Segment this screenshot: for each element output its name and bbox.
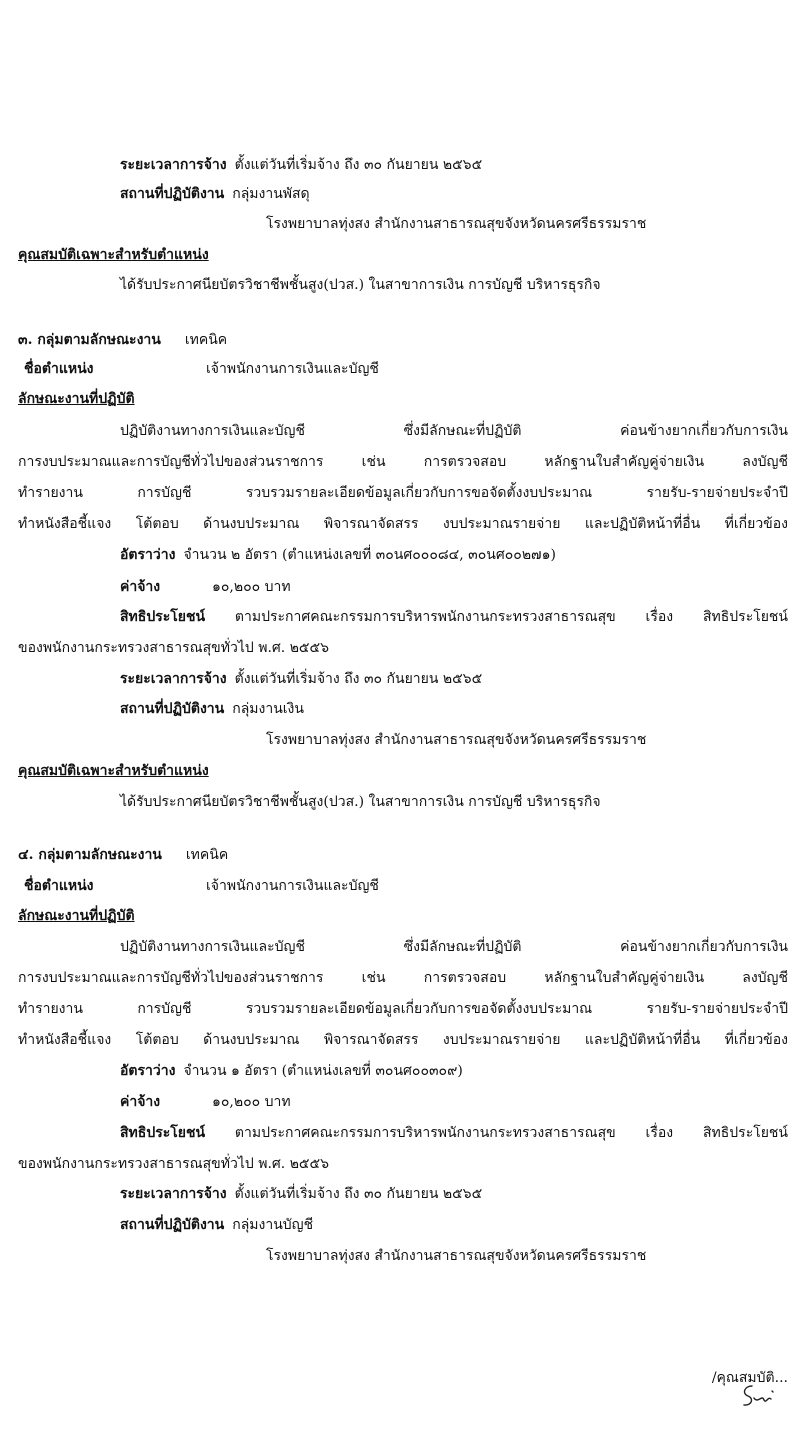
part4-duty-line: ปฏิบัติงานทางการเงินและบัญชี ซึ่งมีลักษณะที่ปฏิบัติ ค่อนข้างยากเกี่ยวกับการเงิน [120,939,788,955]
part2-qual-text: ได้รับประกาศนียบัตรวิชาชีพชั้นสูง(ปวส.) ในสาขาการเงิน การบัญชี บริหารธุรกิจ [120,277,601,293]
part3-qual-heading: คุณสมบัติเฉพาะสำหรับตำแหน่ง [18,763,209,779]
part3-position-value: เจ้าพนักงานการเงินและบัญชี [206,361,379,377]
part3-location-line2: โรงพยาบาลทุ่งสง สำนักงานสาธารณสุขจังหวัดนครศรีธรรมราช [266,732,647,748]
part2-period-value: ตั้งแต่วันที่เริ่มจ้าง ถึง ๓๐ กันยายน ๒๕๖๕ [234,157,483,173]
part3-duty-heading: ลักษณะงานที่ปฏิบัติ [18,391,135,407]
part3-wage-row [120,577,291,597]
part3-location-row [120,699,304,719]
part3-benefit-line2: ของพนักงานกระทรวงสาธารณสุขทั่วไป พ.ศ. ๒๕๕๖ [18,640,329,656]
part4-group-row [18,845,228,865]
part2-location-row [120,184,310,204]
part4-benefit-value: ตามประกาศคณะกรรมการบริหารพนักงานกระทรวงสาธารณสุข เรื่อง สิทธิประโยชน์ [234,1125,789,1141]
part3-position-row [24,359,379,379]
part3-group-value: เทคนิค [184,332,228,348]
initials-signature [738,1380,778,1410]
part3-position-label: ชื่อตำแหน่ง [24,361,94,377]
part2-location-line2: โรงพยาบาลทุ่งสง สำนักงานสาธารณสุขจังหวัดนครศรีธรรมราช [266,216,647,232]
part3-vacancy-label: อัตราว่าง [120,547,176,563]
part4-wage-label: ค่าจ้าง [120,1094,161,1110]
part4-duty-line: ทำหนังสือชี้แจง โต้ตอบ ด้านงบประมาณ พิจารณาจัดสรร งบประมาณรายจ่าย และปฏิบัติหน้าที่อื่น ที่เกี่ยวข้อง [18,1032,788,1048]
part3-duty-line: ทำหนังสือชี้แจง โต้ตอบ ด้านงบประมาณ พิจารณาจัดสรร งบประมาณรายจ่าย และปฏิบัติหน้าที่อื่น ที่เกี่ยวข้อง [18,516,788,532]
continuation-text: /คุณสมบัติ... [711,1370,788,1386]
part4-position-value: เจ้าพนักงานการเงินและบัญชี [206,878,379,894]
part4-wage-value: ๑๐,๒๐๐ บาท [212,1094,291,1110]
part3-location-value: กลุ่มงานเงิน [232,701,304,717]
part4-vacancy-row [120,1061,463,1081]
part3-vacancy-value: จำนวน ๒ อัตรา (ตำแหน่งเลขที่ ๓๐นศ๐๐๐๘๔, ๓๐นศ๐๐๒๗๑) [183,547,556,563]
part4-duty-line: การงบประมาณและการบัญชีทั่วไปของส่วนราชการ เช่น การตรวจสอบ หลักฐานใบสำคัญคู่จ่ายเงิน ลงบัญชี [18,970,788,986]
part4-duty-heading: ลักษณะงานที่ปฏิบัติ [18,908,135,924]
part4-period-label: ระยะเวลาการจ้าง [120,1186,227,1202]
part4-wage-row [120,1092,291,1112]
part3-group-row [18,330,227,350]
part4-benefit-line2: ของพนักงานกระทรวงสาธารณสุขทั่วไป พ.ศ. ๒๕๕๖ [18,1156,329,1172]
part2-qual-heading: คุณสมบัติเฉพาะสำหรับตำแหน่ง [18,247,209,263]
part3-period-row [120,669,482,689]
part4-benefit-label: สิทธิประโยชน์ [120,1125,206,1141]
part4-period-value: ตั้งแต่วันที่เริ่มจ้าง ถึง ๓๐ กันยายน ๒๕๖๕ [234,1186,483,1202]
part2-location-label: สถานที่ปฏิบัติงาน [120,186,225,202]
part3-location-label: สถานที่ปฏิบัติงาน [120,701,225,717]
part4-location-label: สถานที่ปฏิบัติงาน [120,1217,225,1233]
part3-qual-text: ได้รับประกาศนียบัตรวิชาชีพชั้นสูง(ปวส.) ในสาขาการเงิน การบัญชี บริหารธุรกิจ [120,794,601,810]
part4-period-row [120,1184,482,1204]
part3-benefit-label: สิทธิประโยชน์ [120,609,206,625]
part4-position-label: ชื่อตำแหน่ง [24,878,94,894]
part3-wage-label: ค่าจ้าง [120,579,161,595]
part3-group-label: ๓. กลุ่มตามลักษณะงาน [18,332,161,348]
part3-benefit-value: ตามประกาศคณะกรรมการบริหารพนักงานกระทรวงสาธารณสุข เรื่อง สิทธิประโยชน์ [234,609,789,625]
part4-benefit-row [120,1123,788,1143]
part3-duty-line: ปฏิบัติงานทางการเงินและบัญชี ซึ่งมีลักษณะที่ปฏิบัติ ค่อนข้างยากเกี่ยวกับการเงิน [120,423,788,439]
part3-period-value: ตั้งแต่วันที่เริ่มจ้าง ถึง ๓๐ กันยายน ๒๕๖๕ [234,671,483,687]
part3-duty-line: ทำรายงาน การบัญชี รวบรวมรายละเอียดข้อมูลเกี่ยวกับการขอจัดตั้งงบประมาณ รายรับ-รายจ่ายประจำปี [18,485,788,501]
part4-group-value: เทคนิค [185,847,229,863]
part4-position-row [24,876,379,896]
part3-duty-line: การงบประมาณและการบัญชีทั่วไปของส่วนราชการ เช่น การตรวจสอบ หลักฐานใบสำคัญคู่จ่ายเงิน ลงบัญชี [18,454,788,470]
part4-vacancy-value: จำนวน ๑ อัตรา (ตำแหน่งเลขที่ ๓๐นศ๐๐๓๐๙) [183,1063,463,1079]
part2-location-value: กลุ่มงานพัสดุ [232,186,310,202]
part4-group-label: ๔. กลุ่มตามลักษณะงาน [18,847,162,863]
part4-location-line2: โรงพยาบาลทุ่งสง สำนักงานสาธารณสุขจังหวัดนครศรีธรรมราช [266,1248,647,1264]
part3-period-label: ระยะเวลาการจ้าง [120,671,227,687]
part4-location-row [120,1215,313,1235]
part2-period-row [120,155,482,175]
part2-period-label: ระยะเวลาการจ้าง [120,157,227,173]
part4-vacancy-label: อัตราว่าง [120,1063,176,1079]
part4-location-value: กลุ่มงานบัญชี [232,1217,314,1233]
part3-benefit-row [120,607,788,627]
part4-duty-line: ทำรายงาน การบัญชี รวบรวมรายละเอียดข้อมูลเกี่ยวกับการขอจัดตั้งงบประมาณ รายรับ-รายจ่ายประจำปี [18,1001,788,1017]
part3-wage-value: ๑๐,๒๐๐ บาท [212,579,291,595]
part3-vacancy-row [120,545,556,565]
